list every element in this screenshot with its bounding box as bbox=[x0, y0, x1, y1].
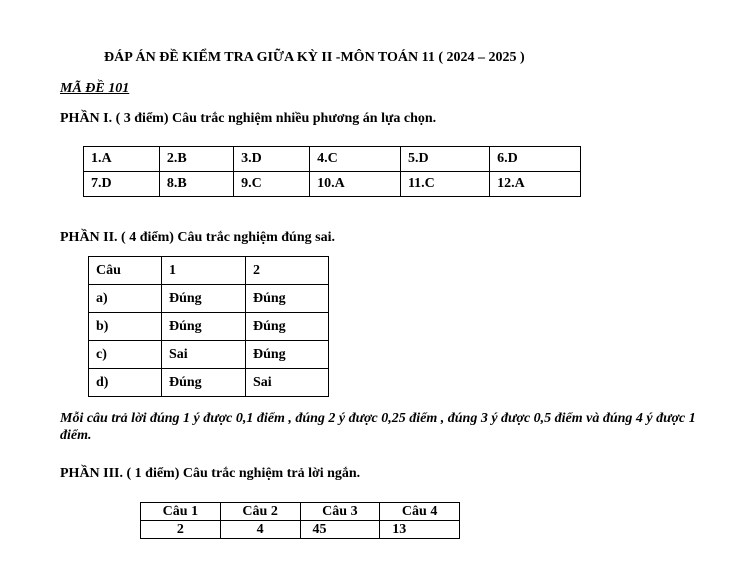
header-cell: 1 bbox=[162, 257, 246, 285]
header-cell: Câu 2 bbox=[220, 503, 300, 521]
exam-code: MÃ ĐỀ 101 bbox=[60, 81, 130, 96]
answer-cell: 6.D bbox=[490, 147, 581, 172]
header-cell: Câu 4 bbox=[380, 503, 460, 521]
answer-cell: 11.C bbox=[400, 172, 489, 197]
part2-answer-table bbox=[88, 256, 329, 397]
header-cell: 2 bbox=[246, 257, 329, 285]
item-cell: c) bbox=[89, 341, 162, 369]
answer-cell: 9.C bbox=[234, 172, 310, 197]
answer-cell: 45 bbox=[300, 521, 380, 539]
item-cell: a) bbox=[89, 285, 162, 313]
table-header-row bbox=[141, 503, 460, 521]
answer-cell: 1.A bbox=[84, 147, 160, 172]
answer-cell: Sai bbox=[162, 341, 246, 369]
header-cell: Câu bbox=[89, 257, 162, 285]
answer-cell: Sai bbox=[246, 369, 329, 397]
answer-cell: 2 bbox=[141, 521, 221, 539]
scoring-note: Mỗi câu trả lời đúng 1 ý được 0,1 điểm , đúng 2 ý được 0,25 điểm , đúng 3 ý được 0,5 điểm và đúng 4 ý được 1 điểm. bbox=[60, 411, 696, 443]
answer-cell: 2.B bbox=[159, 147, 233, 172]
item-cell: d) bbox=[89, 369, 162, 397]
part1-answer-table bbox=[83, 146, 581, 197]
answer-cell: Đúng bbox=[246, 313, 329, 341]
answer-cell: Đúng bbox=[162, 369, 246, 397]
document-title: ĐÁP ÁN ĐỀ KIỂM TRA GIỮA KỲ II -MÔN TOÁN 11 ( 2024 – 2025 ) bbox=[104, 50, 525, 65]
part3-heading: PHẦN III. ( 1 điểm) Câu trắc nghiệm trả lời ngắn. bbox=[60, 466, 361, 481]
item-cell: b) bbox=[89, 313, 162, 341]
table-row bbox=[84, 147, 581, 172]
answer-cell: 7.D bbox=[84, 172, 160, 197]
answer-cell: Đúng bbox=[162, 313, 246, 341]
table-row bbox=[89, 285, 329, 313]
answer-cell: Đúng bbox=[246, 341, 329, 369]
header-cell: Câu 1 bbox=[141, 503, 221, 521]
answer-cell: Đúng bbox=[246, 285, 329, 313]
header-cell: Câu 3 bbox=[300, 503, 380, 521]
answer-cell: 4.C bbox=[310, 147, 401, 172]
answer-cell: 5.D bbox=[400, 147, 489, 172]
answer-cell: 12.A bbox=[490, 172, 581, 197]
answer-cell: 4 bbox=[220, 521, 300, 539]
table-row bbox=[89, 313, 329, 341]
table-header-row bbox=[89, 257, 329, 285]
part2-heading: PHẦN II. ( 4 điểm) Câu trắc nghiệm đúng sai. bbox=[60, 230, 335, 245]
answer-cell: Đúng bbox=[162, 285, 246, 313]
answer-cell: 10.A bbox=[310, 172, 401, 197]
part3-answer-table bbox=[140, 502, 460, 539]
table-row bbox=[89, 341, 329, 369]
part1-heading: PHẦN I. ( 3 điểm) Câu trắc nghiệm nhiều phương án lựa chọn. bbox=[60, 111, 437, 126]
table-row bbox=[84, 172, 581, 197]
answer-cell: 13 bbox=[380, 521, 460, 539]
table-row bbox=[89, 369, 329, 397]
answer-cell: 8.B bbox=[159, 172, 233, 197]
answer-cell: 3.D bbox=[234, 147, 310, 172]
table-row bbox=[141, 521, 460, 539]
